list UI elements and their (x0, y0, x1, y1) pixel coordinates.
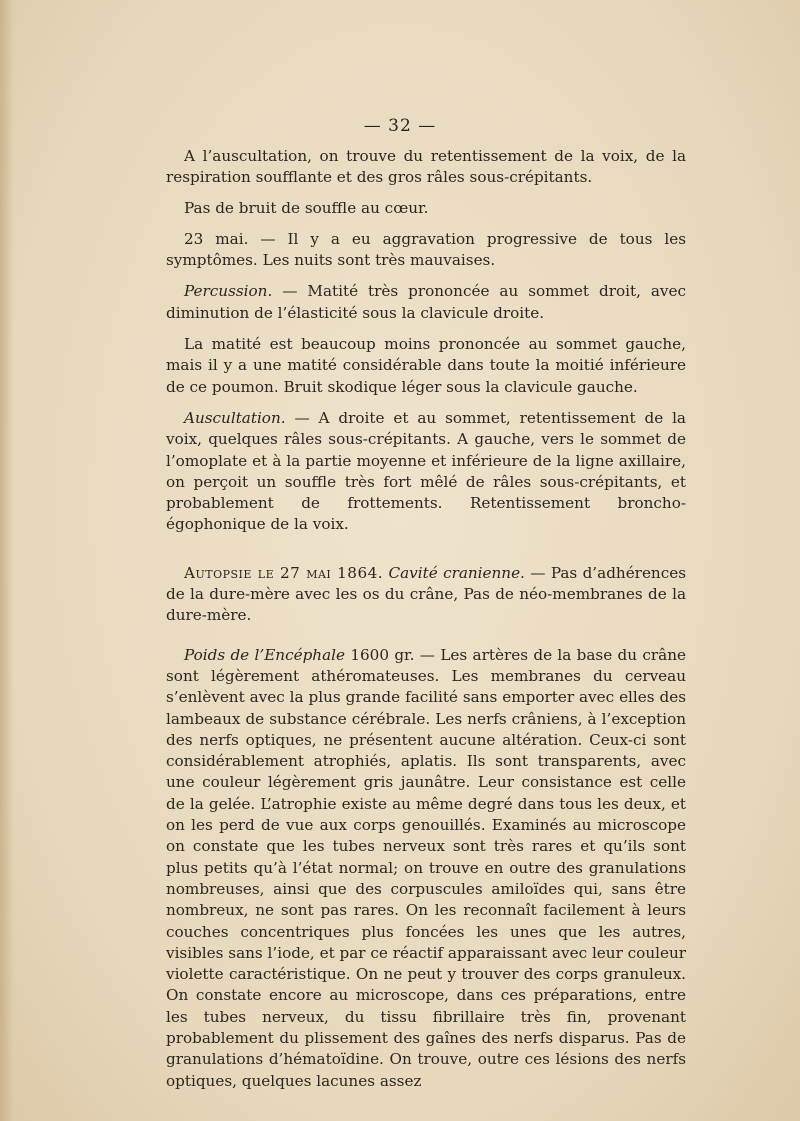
autopsy-date: Autopsie le 27 mai 1864. (184, 563, 384, 582)
paragraph-text: A l’auscultation, on trouve du retentissement de la voix, de la respiration soufflante et des gros râles sous-crépitants. (166, 147, 686, 187)
paragraph-text: 1600 gr. — Les artères de la base du crâne sont légèrement athéromateuses. Les membranes du cerveau s’enlèvent avec la plus grande facilité sans emporter avec elles des lambeaux de substance cérébrale. Les nerfs crâniens, à l’exception des nerfs optiques, ne présentent aucune altération. Ceux-ci sont considérablement atrophiés, aplatis. Ils sont transparents, avec une couleur légèrement gris jaunâtre. Leur consistance est celle de la gelée. L’atrophie existe au même degré dans tous les deux, et on les perd de vue aux corps genouillés. Examinés au microscope on constate que les tubes nerveux sont très rares et qu’ils sont plus petits qu’à l’état normal; on trouve en outre des granulations nombreuses, ainsi que des corpuscules amiloïdes qui, sans être nombreux, ne sont pas rares. On les reconnaît facilement à leurs couches concentriques plus foncées les unes que les autres, visibles sans l’iode, et par ce réactif apparaissant avec leur couleur violette caractéristique. On ne peut y trouver des corps granuleux. On constate encore au microscope, dans ces préparations, entre les tubes nerveux, du tissu fibrillaire très fin, provenant probablement du plissement des gaînes des nerfs disparus. Pas de granulations d’hématoïdine. On trouve, outre ces lésions des nerfs optiques, quelques lacunes assez (166, 645, 686, 1090)
paragraph-text: — Pas d’adhérences de la dure-mère avec les os du crâne, Pas de néo-membranes de la dure-mère. (166, 563, 686, 625)
paragraph-percussion (166, 281, 686, 324)
paragraph-text: Pas de bruit de souffle au cœur. (184, 198, 429, 217)
page-binding-edge (0, 0, 14, 1121)
paragraph-heart (166, 198, 686, 219)
paragraph-matite-gauche (166, 334, 686, 398)
body-text (166, 146, 686, 1092)
paragraph-auscultation-2 (166, 408, 686, 536)
paragraph-lead: Poids de l’Encéphale (184, 645, 345, 664)
paragraph-lead: Cavité cranienne. (388, 563, 525, 582)
paragraph-autopsie (166, 563, 686, 627)
paragraph-text: 23 mai. — Il y a eu aggravation progressive de tous les symptômes. Les nuits sont très mauvaises. (166, 229, 686, 270)
paragraph-text: — A droite et au sommet, retentissement de la voix, quelques râles sous-crépitants. A gauche, vers le sommet de l’omoplate et à la partie moyenne et inférieure de la ligne axillaire, on perçoit un souffle très fort mêlé de râles sous-crépitants, et probablement de frottements. Retentissement broncho-égophonique de la voix. (166, 408, 686, 534)
paragraph-auscultation-1 (166, 146, 686, 189)
paragraph-encephale (166, 645, 686, 1092)
paragraph-text: La matité est beaucoup moins prononcée au sommet gauche, mais il y a une matité considérable dans toute la moitié inférieure de ce poumon. Bruit skodique léger sous la clavicule gauche. (166, 335, 686, 396)
page-number: — 32 — (363, 116, 437, 136)
paragraph-lead: Auscultation. (184, 408, 286, 427)
paragraph-23-mai (166, 229, 686, 272)
paragraph-lead: Percussion. (184, 282, 273, 301)
paragraph-text: — Matité très prononcée au sommet droit, avec diminution de l’élasticité sous la clavicule droite. (166, 282, 686, 322)
